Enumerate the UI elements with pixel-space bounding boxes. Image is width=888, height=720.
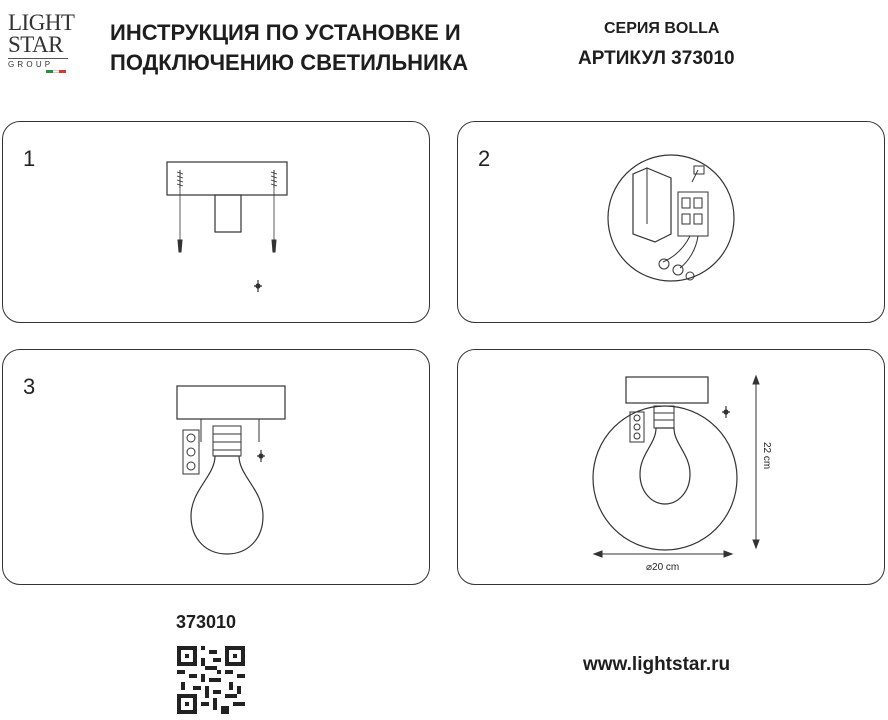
dimensions-diagram bbox=[458, 350, 886, 586]
website-link[interactable]: www.lightstar.ru bbox=[583, 654, 731, 675]
terminal-block-icon bbox=[630, 412, 644, 442]
article-code: 373010 bbox=[176, 612, 237, 632]
step-number: 1 bbox=[23, 146, 36, 171]
bulb-installation-diagram bbox=[3, 350, 431, 586]
width-label: ⌀20 cm bbox=[646, 562, 680, 573]
bulb-socket-icon bbox=[654, 406, 674, 428]
step-2-panel bbox=[457, 121, 885, 323]
terminal-block-icon bbox=[183, 430, 199, 474]
width-dimension-line bbox=[594, 551, 732, 557]
logo-line-3: GROUP bbox=[8, 58, 68, 69]
screwdriver-icon bbox=[722, 406, 730, 418]
title-line-1: ИНСТРУКЦИЯ ПО УСТАНОВКЕ И bbox=[110, 20, 461, 45]
screwdriver-icon bbox=[254, 280, 262, 292]
italian-flag-icon bbox=[46, 70, 66, 73]
height-label: 22 cm bbox=[761, 442, 772, 470]
step-number: 2 bbox=[478, 146, 491, 171]
screwdriver-icon bbox=[257, 450, 265, 462]
qr-code bbox=[177, 646, 245, 714]
document-title bbox=[110, 18, 468, 78]
series-label: СЕРИЯ BOLLA bbox=[604, 20, 720, 37]
light-bulb-icon bbox=[191, 456, 263, 554]
step-4-panel bbox=[457, 349, 885, 585]
step-3-panel bbox=[2, 349, 430, 585]
step-1-panel bbox=[2, 121, 430, 323]
screw-icon bbox=[177, 170, 183, 252]
light-bulb-icon bbox=[640, 428, 690, 504]
mounting-bracket-diagram bbox=[3, 122, 431, 324]
height-dimension-line bbox=[753, 376, 759, 548]
bulb-socket-icon bbox=[213, 426, 241, 456]
lightstar-logo bbox=[8, 10, 75, 76]
step-number: 3 bbox=[23, 374, 36, 399]
screw-icon bbox=[271, 170, 277, 252]
wiring-connection-diagram bbox=[458, 122, 886, 324]
article-label: АРТИКУЛ 373010 bbox=[578, 48, 735, 69]
logo-line-1: LIGHT bbox=[8, 10, 75, 35]
logo-line-2: STAR bbox=[8, 32, 63, 57]
terminal-block-icon bbox=[678, 166, 708, 236]
title-line-2: ПОДКЛЮЧЕНИЮ СВЕТИЛЬНИКА bbox=[110, 50, 469, 75]
